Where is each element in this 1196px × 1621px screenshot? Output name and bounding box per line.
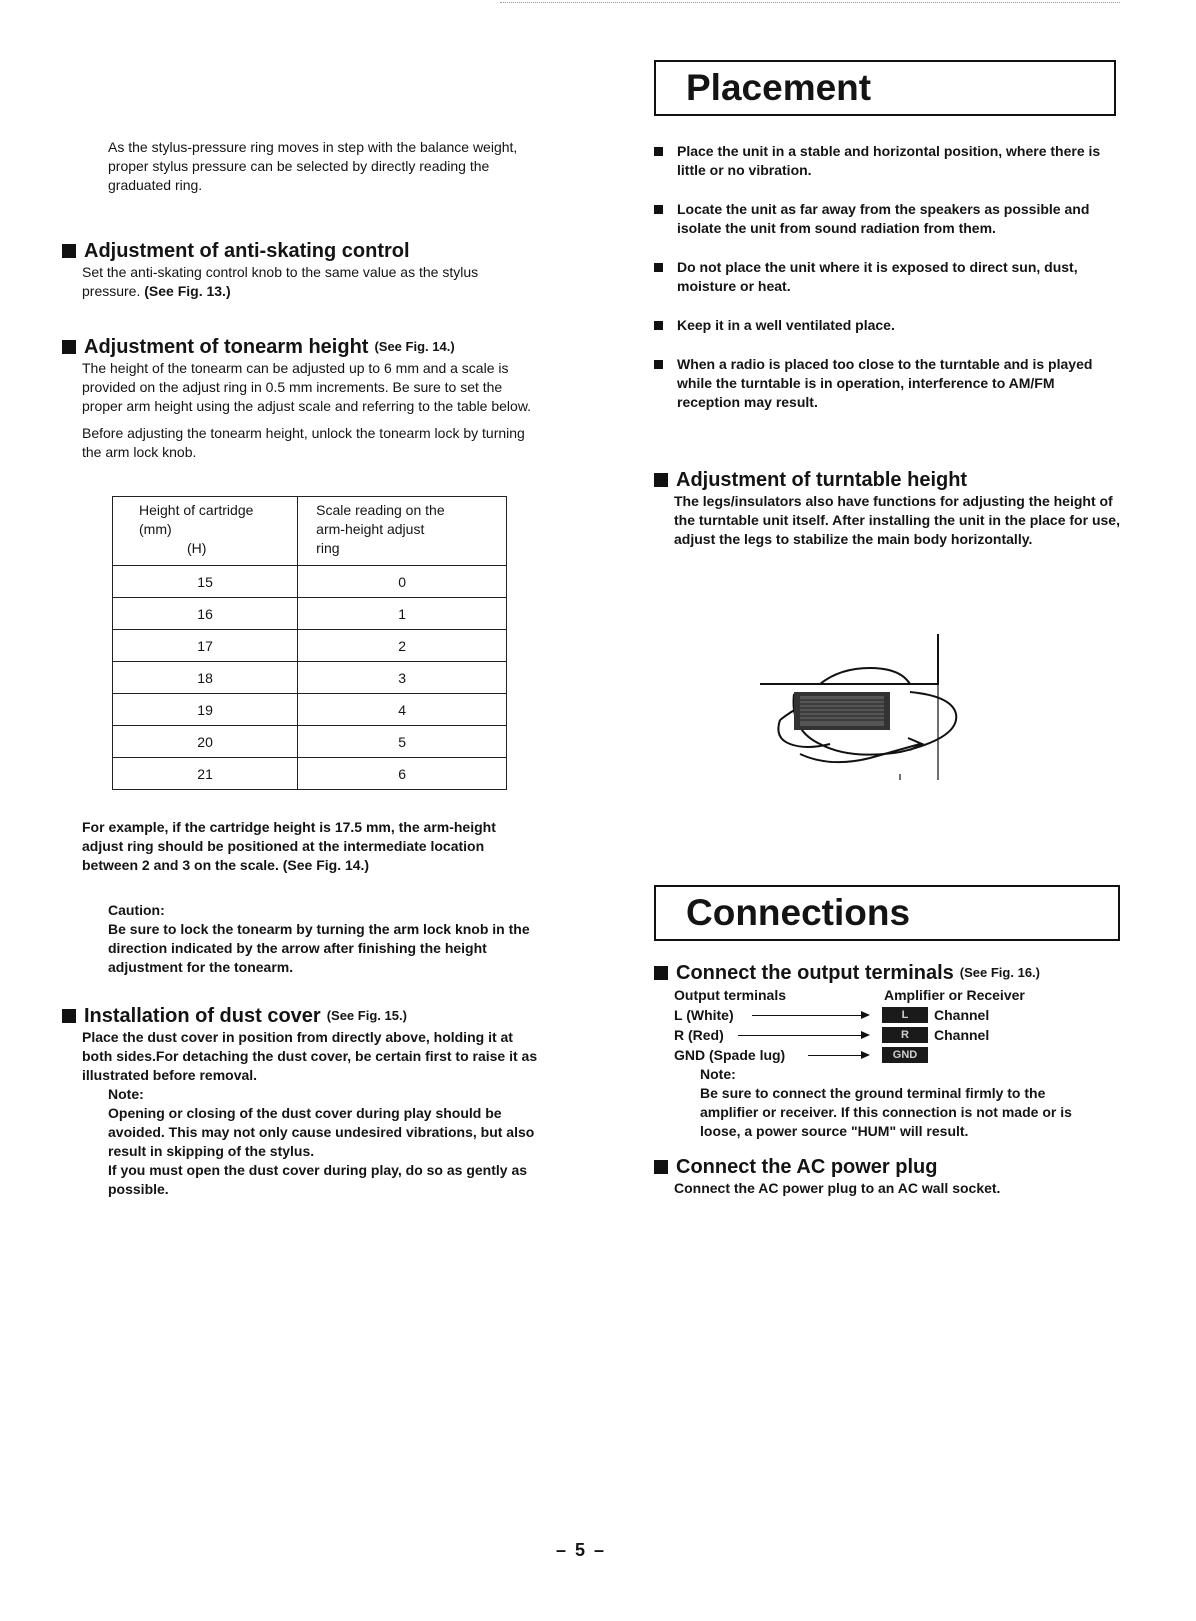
dust-cover-note-label: Note:	[108, 1086, 144, 1102]
table-header-scale: Scale reading on the arm-height adjust ring	[298, 497, 507, 566]
left-column	[62, 138, 538, 462]
dust-cover-heading-text: Installation of dust cover	[84, 1005, 321, 1027]
placement-bullet: When a radio is placed too close to the turntable and is played while the turntable is in operation, interference to AM/FM reception may result.	[654, 355, 1120, 412]
connections-section	[654, 885, 1120, 1198]
connection-to: Channel	[934, 1007, 990, 1023]
tonearm-text-2: Before adjusting the tonearm height, unlock the tonearm lock by turning the arm lock knob.	[82, 425, 525, 460]
page-number: – 5 –	[556, 1540, 607, 1560]
stylus-intro-text: As the stylus-pressure ring moves in step with the balance weight, proper stylus pressure can be selected by directly reading the graduated ring.	[108, 139, 518, 193]
table-header-height: Height of cartridge (mm) (H)	[113, 497, 298, 566]
output-terminals-heading	[654, 961, 1120, 985]
scale-cell: 0	[298, 566, 507, 598]
turntable-height-text: The legs/insulators also have functions for adjusting the height of the turntable unit itself. After installing the unit in the place for use, adjust the legs to stabilize the main body horizontally.	[674, 493, 1120, 547]
dust-cover-note-1: Opening or closing of the dust cover during play should be avoided. This may not only cause undesired vibrations, but also result in skipping of the stylus.	[108, 1105, 535, 1159]
bullet-square-icon	[654, 147, 663, 156]
anti-skating-text: Set the anti-skating control knob to the same value as the stylus pressure. (See Fig. 13.)	[82, 264, 479, 299]
scan-edge-line	[500, 2, 1120, 3]
table-row	[113, 630, 507, 662]
scale-cell: 2	[298, 630, 507, 662]
connections-title: Connections	[654, 885, 1120, 941]
height-cell: 16	[113, 598, 298, 630]
turntable-height-heading	[654, 468, 1120, 492]
scale-cell: 6	[298, 758, 507, 790]
scale-cell: 4	[298, 694, 507, 726]
height-cell: 21	[113, 758, 298, 790]
tonearm-heading-text: Adjustment of tonearm height	[84, 336, 369, 358]
dust-cover-heading	[62, 1004, 538, 1028]
connection-from: GND (Spade lug)	[674, 1047, 786, 1063]
scale-cell: 1	[298, 598, 507, 630]
height-cell: 20	[113, 726, 298, 758]
turntable-leg-illustration	[760, 634, 1000, 780]
arrow-right-icon	[808, 1055, 868, 1056]
height-cell: 17	[113, 630, 298, 662]
connection-note-label: Note:	[700, 1066, 736, 1082]
bullet-square-icon	[62, 244, 76, 258]
gnd-terminal-tag: GND	[882, 1047, 928, 1063]
channel-terminal-tag: L	[882, 1007, 928, 1023]
fig-14-ref: (See Fig. 14.)	[374, 339, 455, 354]
arrow-right-icon	[738, 1035, 868, 1036]
placement-bullet: Locate the unit as far away from the speakers as possible and isolate the unit from sound radiation from them.	[654, 200, 1120, 238]
connection-header-row	[674, 985, 1104, 1005]
scale-cell: 5	[298, 726, 507, 758]
arrow-right-icon	[752, 1015, 868, 1016]
caution-text: Be sure to lock the tonearm by turning the arm lock knob in the direction indicated by the arrow after finishing the height adjustment for the tonearm.	[108, 921, 530, 975]
connection-row	[674, 1045, 1104, 1065]
table-header-row	[113, 497, 507, 566]
table-row	[113, 694, 507, 726]
bullet-square-icon	[654, 966, 668, 980]
placement-bullet: Keep it in a well ventilated place.	[654, 316, 1120, 335]
fig-16-ref: (See Fig. 16.)	[959, 965, 1040, 980]
bullet-square-icon	[654, 205, 663, 214]
channel-terminal-tag: R	[882, 1027, 928, 1043]
table-row	[113, 758, 507, 790]
dust-cover-section	[62, 1004, 538, 1199]
scale-cell: 3	[298, 662, 507, 694]
connection-row	[674, 1005, 1104, 1025]
connection-row	[674, 1025, 1104, 1045]
output-terminals-label: Output terminals	[674, 987, 787, 1003]
output-terminals-heading-text: Connect the output terminals	[676, 962, 954, 984]
height-cell: 18	[113, 662, 298, 694]
bullet-square-icon	[654, 1160, 668, 1174]
table-row	[113, 662, 507, 694]
bullet-square-icon	[654, 473, 668, 487]
turntable-height-heading-text: Adjustment of turntable height	[676, 469, 968, 491]
caution-label: Caution:	[108, 902, 165, 918]
fig-15-ref: (See Fig. 15.)	[326, 1008, 407, 1023]
placement-bullet: Do not place the unit where it is exposed to direct sun, dust, moisture or heat.	[654, 258, 1120, 296]
connection-to: Channel	[934, 1027, 990, 1043]
bullet-square-icon	[654, 321, 663, 330]
dust-cover-text: Place the dust cover in position from directly above, holding it at both sides.For detaching the dust cover, be certain first to raise it as illustrated before removal.	[82, 1029, 538, 1083]
fig-13-ref: (See Fig. 13.)	[144, 283, 231, 299]
left-column-lower	[82, 818, 538, 977]
connection-from: R (Red)	[674, 1027, 724, 1043]
table-row	[113, 566, 507, 598]
bullet-square-icon	[62, 340, 76, 354]
table-row	[113, 726, 507, 758]
tonearm-heading	[62, 335, 538, 359]
tonearm-text-1: The height of the tonearm can be adjusted up to 6 mm and a scale is provided on the adjust ring in 0.5 mm increments. Be sure to set the proper arm height using the adjust scale and referring to the table below.	[82, 360, 532, 414]
connection-from: L (White)	[674, 1007, 734, 1023]
cartridge-height-table	[112, 496, 507, 790]
anti-skating-heading	[62, 239, 538, 263]
placement-title: Placement	[654, 60, 1116, 116]
placement-bullet: Place the unit in a stable and horizontal position, where there is little or no vibration.	[654, 142, 1120, 180]
fig-14-ref-2: (See Fig. 14.)	[282, 857, 370, 873]
bullet-square-icon	[654, 263, 663, 272]
height-cell: 19	[113, 694, 298, 726]
connection-note-text: Be sure to connect the ground terminal firmly to the amplifier or receiver. If this connection is not made or is loose, a power source "HUM" will result.	[700, 1085, 1072, 1139]
amplifier-receiver-label: Amplifier or Receiver	[884, 987, 1025, 1003]
anti-skating-heading-text: Adjustment of anti-skating control	[84, 240, 410, 262]
table-row	[113, 598, 507, 630]
bullet-square-icon	[654, 360, 663, 369]
ac-power-text: Connect the AC power plug to an AC wall socket.	[674, 1180, 1001, 1196]
dust-cover-note-2: If you must open the dust cover during play, do so as gently as possible.	[108, 1162, 528, 1197]
ac-power-heading-text: Connect the AC power plug	[676, 1156, 938, 1178]
bullet-square-icon	[62, 1009, 76, 1023]
ac-power-heading	[654, 1155, 1120, 1179]
right-column	[654, 60, 1120, 549]
height-cell: 15	[113, 566, 298, 598]
example-text: For example, if the cartridge height is 17.5 mm, the arm-height adjust ring should be positioned at the intermediate location between 2 and 3 on the scale. (See Fig. 14.)	[82, 819, 496, 873]
